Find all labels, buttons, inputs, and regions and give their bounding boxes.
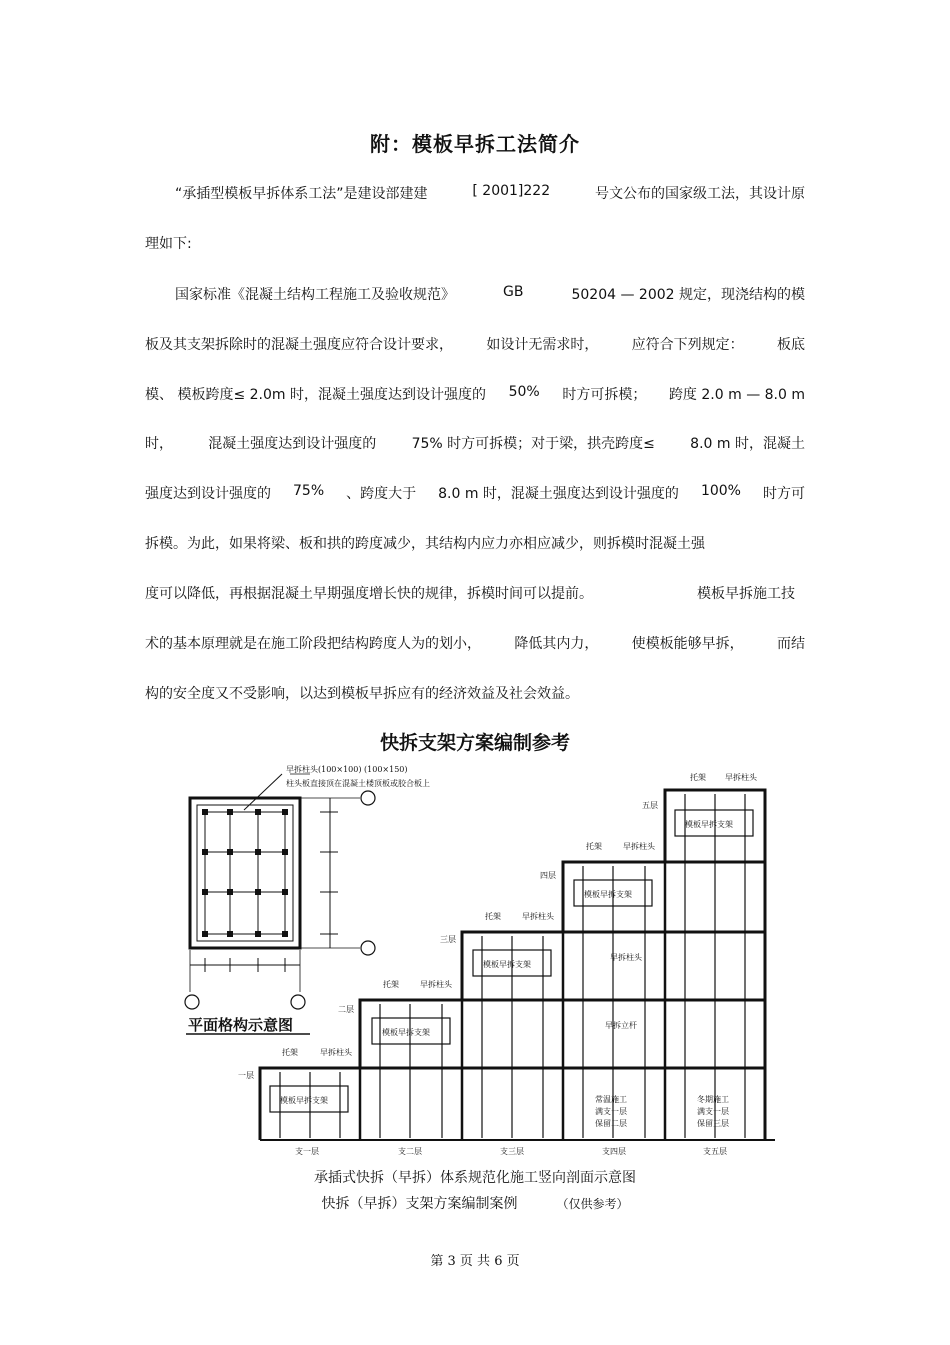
text-segment: 时方可 xyxy=(762,486,805,502)
note-normal-3: 保留二层 xyxy=(595,1119,627,1128)
paragraph-line-10 xyxy=(145,633,805,653)
paragraph-line-3 xyxy=(175,284,805,304)
head-label-2: 早拆柱头 xyxy=(420,980,452,989)
text-segment: 使模板能够早拆， xyxy=(631,636,744,652)
text-segment: 8.0 m 时，混凝土 xyxy=(690,436,805,452)
bay-label-4: 支四层 xyxy=(602,1147,626,1156)
text-segment: GB xyxy=(503,284,524,300)
text-segment: 理如下: xyxy=(145,236,192,252)
paragraph-line-8 xyxy=(145,533,805,553)
formwork-label-5: 模板早拆支架 xyxy=(685,820,733,829)
floor-label-2: 二层 xyxy=(338,1005,354,1014)
bracket-label-5: 托架 xyxy=(690,773,706,782)
text-segment: 板底 xyxy=(776,337,805,353)
text-segment: 75% 时方可拆模；对于梁，拱壳跨度≤ xyxy=(411,436,655,452)
subcaption-note: （仅供参考） xyxy=(556,1197,629,1211)
inner-pole-label: 早拆立杆 xyxy=(605,1021,637,1030)
note-normal-1: 常温施工 xyxy=(595,1095,627,1104)
bay-label-3: 支三层 xyxy=(500,1147,524,1156)
section-subtitle: 快拆支架方案编制参考 xyxy=(379,732,570,754)
paragraph-line-9 xyxy=(145,583,795,603)
head-label-4: 早拆柱头 xyxy=(623,842,655,851)
text-segment: 如设计无需求时， xyxy=(486,337,599,353)
note-normal-2: 满支一层 xyxy=(595,1107,627,1116)
bay-label-2: 支二层 xyxy=(398,1147,422,1156)
bracket-label-2: 托架 xyxy=(383,980,399,989)
floor-label-4: 四层 xyxy=(540,871,556,880)
page-title: 附：模板早拆工法简介 xyxy=(370,132,580,156)
bracket-label-3: 托架 xyxy=(485,912,501,921)
note-winter-2: 满支一层 xyxy=(697,1107,729,1116)
text-segment: 混凝土强度达到设计强度的 xyxy=(208,436,377,452)
head-label-5: 早拆柱头 xyxy=(725,773,757,782)
text-segment: 时， xyxy=(145,436,173,452)
text-segment: 术的基本原理就是在施工阶段把结构跨度人为的划小， xyxy=(145,636,481,652)
text-segment: 而结 xyxy=(776,636,805,652)
text-segment: 8.0 m 时，混凝土强度达到设计强度的 xyxy=(438,486,679,502)
text-segment: 应符合下列规定： xyxy=(631,337,744,353)
construction-diagram xyxy=(170,760,780,1160)
head-label-3: 早拆柱头 xyxy=(522,912,554,921)
text-segment: 板及其支架拆除时的混凝土强度应符合设计要求， xyxy=(145,337,453,353)
paragraph-line-4 xyxy=(145,334,805,354)
text-segment: 度可以降低，再根据混凝土早期强度增长快的规律，拆模时间可以提前。 xyxy=(145,586,593,602)
text-segment: 国家标准《混凝土结构工程施工及验收规范》 xyxy=(175,287,455,303)
paragraph-line-5 xyxy=(145,384,805,404)
floor-label-5: 五层 xyxy=(642,801,658,810)
inner-head-label: 早拆柱头 xyxy=(610,953,642,962)
bracket-label-1: 托架 xyxy=(282,1048,298,1057)
text-segment: 50% xyxy=(508,384,540,400)
plan-note-2: 柱头板直接顶在混凝土楼顶板或胶合板上 xyxy=(286,779,430,788)
text-segment: 模、 模板跨度≤ 2.0m 时，混凝土强度达到设计强度的 xyxy=(145,387,486,403)
plan-caption: 平面格构示意图 xyxy=(188,1016,294,1034)
paragraph-line-2 xyxy=(145,233,805,253)
text-segment: 50204 — 2002 规定，现浇结构的模 xyxy=(571,287,805,303)
text-segment: 75% xyxy=(293,483,325,499)
text-segment: 构的安全度又不受影响，以达到模板早拆应有的经济效益及社会效益。 xyxy=(145,686,579,702)
text-segment: 降低其内力， xyxy=(514,636,599,652)
note-winter-1: 冬期施工 xyxy=(697,1095,729,1104)
text-segment: 、跨度大于 xyxy=(346,486,417,502)
section-view xyxy=(238,772,775,1156)
paragraph-line-1 xyxy=(175,183,805,203)
paragraph-line-11 xyxy=(145,683,805,703)
paragraph-line-7 xyxy=(145,483,805,503)
subcaption-main: 快拆（早拆）支架方案编制案例 xyxy=(321,1196,518,1212)
text-segment: 强度达到设计强度的 xyxy=(145,486,271,502)
text-segment: “承插型模板早拆体系工法”是建设部建建 xyxy=(175,186,428,202)
text-segment: 号文公布的国家级工法，其设计原 xyxy=(595,186,805,202)
text-segment: 跨度 2.0 m — 8.0 m xyxy=(668,387,805,403)
floor-label-1: 一层 xyxy=(238,1071,254,1080)
page-footer: 第 3 页 共 6 页 xyxy=(430,1254,520,1269)
text-segment: [ 2001]222 xyxy=(472,183,551,199)
head-label-1: 早拆柱头 xyxy=(320,1048,352,1057)
figure-caption: 承插式快拆（早拆）体系规范化施工竖向剖面示意图 xyxy=(314,1170,636,1186)
text-segment: 拆模。为此，如果将梁、板和拱的跨度减少，其结构内应力亦相应减少，则拆模时混凝土强 xyxy=(145,536,705,552)
note-winter-3: 保留三层 xyxy=(697,1119,729,1128)
plan-view xyxy=(185,764,430,1034)
formwork-label-1: 模板早拆支架 xyxy=(280,1096,328,1105)
bay-label-5: 支五层 xyxy=(703,1147,727,1156)
plan-note-1: 早拆柱头(100×100) (100×150) xyxy=(286,765,408,774)
figure-subcaption xyxy=(0,1193,950,1213)
paragraph-line-6 xyxy=(145,433,805,453)
text-segment: 时方可拆模； xyxy=(562,387,647,403)
floor-label-3: 三层 xyxy=(440,935,456,944)
text-segment: 模板早拆施工技 xyxy=(697,586,795,602)
formwork-label-2: 模板早拆支架 xyxy=(382,1028,430,1037)
formwork-label-4: 模板早拆支架 xyxy=(584,890,632,899)
formwork-label-3: 模板早拆支架 xyxy=(483,960,531,969)
bracket-label-4: 托架 xyxy=(586,842,602,851)
bay-label-1: 支一层 xyxy=(295,1147,319,1156)
text-segment: 100% xyxy=(700,483,741,499)
